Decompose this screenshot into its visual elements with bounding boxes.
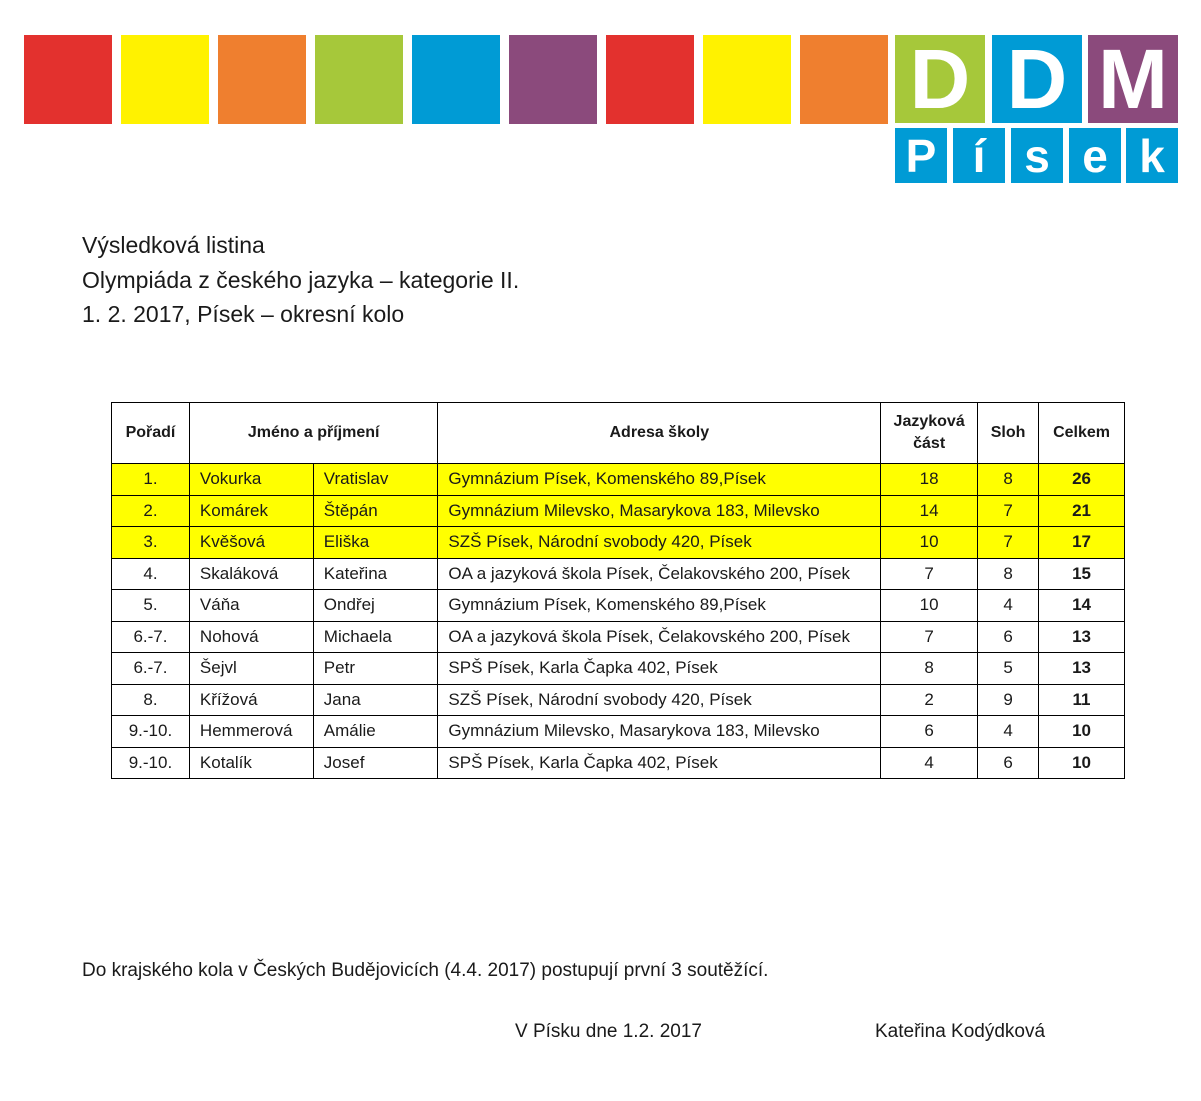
table-row xyxy=(112,590,1125,622)
cell-firstname: Petr xyxy=(313,653,438,685)
table-row xyxy=(112,621,1125,653)
cell-surname: Komárek xyxy=(189,495,313,527)
cell-firstname: Kateřina xyxy=(313,558,438,590)
color-square-yellow xyxy=(121,35,209,124)
color-square-green xyxy=(315,35,403,124)
cell-firstname: Ondřej xyxy=(313,590,438,622)
cell-language-score: 10 xyxy=(881,590,978,622)
cell-rank: 6.-7. xyxy=(112,621,190,653)
color-strip xyxy=(24,35,894,124)
cell-language-score: 2 xyxy=(881,684,978,716)
cell-school: OA a jazyková škola Písek, Čelakovského 200, Písek xyxy=(438,558,881,590)
cell-rank: 5. xyxy=(112,590,190,622)
header-language-line2: část xyxy=(913,435,946,452)
signature: Kateřina Kodýdková xyxy=(875,1021,1046,1042)
cell-rank: 4. xyxy=(112,558,190,590)
cell-rank: 9.-10. xyxy=(112,716,190,748)
logo-letter-top: D xyxy=(895,35,985,123)
table-row xyxy=(112,684,1125,716)
cell-rank: 8. xyxy=(112,684,190,716)
cell-essay-score: 6 xyxy=(978,747,1039,779)
document-heading xyxy=(82,228,519,332)
cell-total: 13 xyxy=(1039,653,1125,685)
cell-school: Gymnázium Milevsko, Masarykova 183, Milevsko xyxy=(438,495,881,527)
table-row xyxy=(112,716,1125,748)
cell-essay-score: 5 xyxy=(978,653,1039,685)
cell-essay-score: 8 xyxy=(978,558,1039,590)
cell-total: 26 xyxy=(1039,464,1125,496)
cell-rank: 2. xyxy=(112,495,190,527)
cell-essay-score: 4 xyxy=(978,716,1039,748)
logo-letter-bottom: e xyxy=(1069,128,1121,183)
color-square-red xyxy=(24,35,112,124)
cell-language-score: 14 xyxy=(881,495,978,527)
cell-school: SPŠ Písek, Karla Čapka 402, Písek xyxy=(438,747,881,779)
cell-school: OA a jazyková škola Písek, Čelakovského 200, Písek xyxy=(438,621,881,653)
cell-total: 11 xyxy=(1039,684,1125,716)
color-square-purple xyxy=(509,35,597,124)
table-header-row xyxy=(112,403,1125,464)
cell-surname: Váňa xyxy=(189,590,313,622)
header-name: Jméno a příjmení xyxy=(189,403,437,464)
cell-school: Gymnázium Milevsko, Masarykova 183, Milevsko xyxy=(438,716,881,748)
cell-school: SPŠ Písek, Karla Čapka 402, Písek xyxy=(438,653,881,685)
logo-letter-bottom: k xyxy=(1126,128,1178,183)
table-row xyxy=(112,527,1125,559)
cell-essay-score: 7 xyxy=(978,527,1039,559)
color-square-orange xyxy=(800,35,888,124)
results-table xyxy=(111,402,1125,779)
logo-letter-top: D xyxy=(992,35,1082,123)
cell-essay-score: 8 xyxy=(978,464,1039,496)
cell-total: 21 xyxy=(1039,495,1125,527)
table-row xyxy=(112,653,1125,685)
logo-letter-bottom: í xyxy=(953,128,1005,183)
cell-total: 14 xyxy=(1039,590,1125,622)
cell-total: 17 xyxy=(1039,527,1125,559)
cell-rank: 3. xyxy=(112,527,190,559)
color-square-blue xyxy=(412,35,500,124)
cell-rank: 1. xyxy=(112,464,190,496)
logo-letter-bottom: P xyxy=(895,128,947,183)
cell-firstname: Eliška xyxy=(313,527,438,559)
cell-language-score: 7 xyxy=(881,621,978,653)
cell-essay-score: 6 xyxy=(978,621,1039,653)
cell-firstname: Vratislav xyxy=(313,464,438,496)
cell-firstname: Jana xyxy=(313,684,438,716)
cell-language-score: 6 xyxy=(881,716,978,748)
cell-surname: Šejvl xyxy=(189,653,313,685)
cell-language-score: 10 xyxy=(881,527,978,559)
cell-firstname: Štěpán xyxy=(313,495,438,527)
cell-firstname: Josef xyxy=(313,747,438,779)
cell-essay-score: 4 xyxy=(978,590,1039,622)
heading-competition: Olympiáda z českého jazyka – kategorie II. xyxy=(82,266,520,293)
cell-school: SZŠ Písek, Národní svobody 420, Písek xyxy=(438,684,881,716)
footer-note: Do krajského kola v Českých Budějovicích (4.4. 2017) postupují první 3 soutěžící. xyxy=(82,960,769,981)
cell-surname: Hemmerová xyxy=(189,716,313,748)
cell-surname: Skaláková xyxy=(189,558,313,590)
header-total: Celkem xyxy=(1039,403,1125,464)
cell-language-score: 18 xyxy=(881,464,978,496)
header-school: Adresa školy xyxy=(438,403,881,464)
cell-surname: Vokurka xyxy=(189,464,313,496)
cell-language-score: 7 xyxy=(881,558,978,590)
header-essay: Sloh xyxy=(978,403,1039,464)
ddm-pisek-logo xyxy=(895,32,1178,183)
cell-language-score: 4 xyxy=(881,747,978,779)
header-rank: Pořadí xyxy=(112,403,190,464)
cell-surname: Kvěšová xyxy=(189,527,313,559)
cell-surname: Křížová xyxy=(189,684,313,716)
cell-total: 13 xyxy=(1039,621,1125,653)
cell-total: 15 xyxy=(1039,558,1125,590)
color-square-yellow xyxy=(703,35,791,124)
results-body xyxy=(112,464,1125,779)
cell-essay-score: 7 xyxy=(978,495,1039,527)
cell-firstname: Amálie xyxy=(313,716,438,748)
color-square-red xyxy=(606,35,694,124)
table-row xyxy=(112,464,1125,496)
cell-rank: 6.-7. xyxy=(112,653,190,685)
logo-letter-bottom: s xyxy=(1011,128,1063,183)
cell-school: SZŠ Písek, Národní svobody 420, Písek xyxy=(438,527,881,559)
color-square-orange xyxy=(218,35,306,124)
table-row xyxy=(112,495,1125,527)
table-row xyxy=(112,747,1125,779)
header-language-line1: Jazyková xyxy=(893,413,965,430)
cell-essay-score: 9 xyxy=(978,684,1039,716)
place-date: V Písku dne 1.2. 2017 xyxy=(515,1021,702,1042)
cell-total: 10 xyxy=(1039,716,1125,748)
header-language xyxy=(881,403,978,464)
heading-title: Výsledková listina xyxy=(82,232,265,258)
cell-firstname: Michaela xyxy=(313,621,438,653)
cell-rank: 9.-10. xyxy=(112,747,190,779)
cell-school: Gymnázium Písek, Komenského 89,Písek xyxy=(438,590,881,622)
cell-surname: Nohová xyxy=(189,621,313,653)
heading-date-place: 1. 2. 2017, Písek – okresní kolo xyxy=(82,301,405,327)
cell-language-score: 8 xyxy=(881,653,978,685)
cell-surname: Kotalík xyxy=(189,747,313,779)
cell-school: Gymnázium Písek, Komenského 89,Písek xyxy=(438,464,881,496)
cell-total: 10 xyxy=(1039,747,1125,779)
table-row xyxy=(112,558,1125,590)
logo-letter-top: M xyxy=(1088,35,1178,123)
